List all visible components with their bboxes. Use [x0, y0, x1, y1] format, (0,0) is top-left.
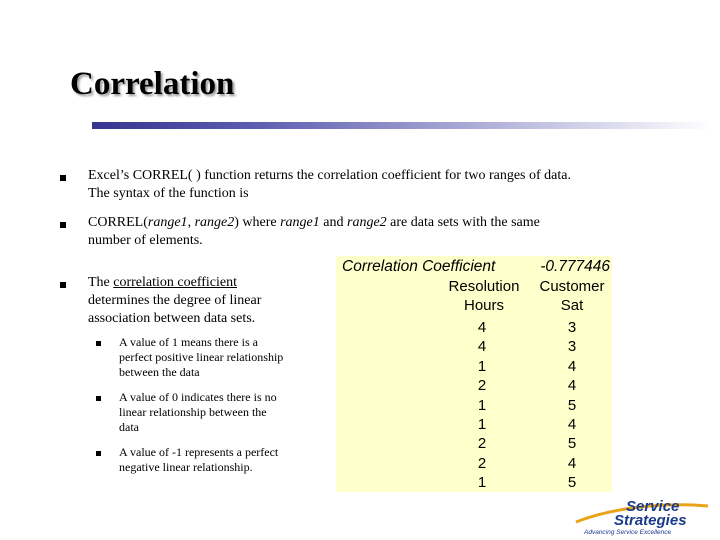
col2-header-line1: Customer — [539, 278, 605, 295]
sub-bullet-2-line-2: linear relationship between the — [119, 405, 267, 419]
resolution-hours-cell: 2 — [477, 435, 487, 452]
same-sets-text: are data sets with the same — [386, 215, 540, 230]
sub-bullet-2-line-3: data — [119, 420, 139, 434]
range1-arg: range1 — [147, 215, 188, 230]
customer-sat-cell: 5 — [567, 435, 577, 452]
and-text: and — [319, 215, 347, 230]
sub-bullet-2-line-1: A value of 0 indicates there is no — [119, 390, 277, 404]
sub-bullet-3-line-2: negative linear relationship. — [119, 460, 253, 474]
sub-bullet-1-line-3: between the data — [119, 365, 200, 379]
bullet-3-line-2: determines the degree of linear — [88, 293, 262, 308]
logo-line-1: Service — [626, 498, 680, 515]
customer-sat-cell: 4 — [567, 358, 577, 375]
correl-func-text: CORREL( — [88, 215, 148, 230]
resolution-hours-cell: 2 — [477, 455, 487, 472]
resolution-hours-cell: 2 — [477, 377, 487, 394]
sub-bullet-marker-1 — [96, 341, 101, 346]
bullet-1-line-1: Excel’s CORREL( ) function returns the correlation coefficient for two ranges of data. — [88, 168, 571, 183]
customer-sat-cell: 5 — [567, 474, 577, 491]
bullet-marker-1 — [60, 175, 66, 181]
customer-sat-cell: 3 — [567, 319, 577, 336]
resolution-hours-cell: 4 — [477, 338, 487, 355]
correlation-data-table — [336, 256, 612, 492]
range2-ref: range2 — [347, 215, 387, 230]
sub-bullet-marker-2 — [96, 396, 101, 401]
logo-tagline: Advancing Service Excellence — [584, 529, 672, 536]
sub-bullet-3-line-1: A value of -1 represents a perfect — [119, 445, 279, 459]
correlation-value: -0.777446 — [540, 258, 610, 275]
bullet-2-line-2: number of elements. — [88, 233, 203, 248]
where-text: ) where — [234, 215, 281, 230]
correlation-coefficient-link[interactable]: correlation coefficient — [113, 275, 237, 290]
bullet-3-line-1 — [88, 274, 237, 292]
col2-header-line2: Sat — [560, 297, 584, 314]
bullet-2-line-1 — [88, 214, 540, 232]
col1-header-line2: Hours — [463, 297, 504, 314]
customer-sat-cell: 4 — [567, 377, 577, 394]
the-text: The — [88, 275, 114, 290]
resolution-hours-cell: 1 — [477, 416, 487, 433]
bullet-marker-3 — [60, 282, 66, 288]
col1-header-line1: Resolution — [448, 278, 520, 295]
bullet-3-line-3: association between data sets. — [88, 311, 256, 326]
arg-separator: , — [187, 215, 195, 230]
title-underline-bar — [92, 122, 712, 129]
customer-sat-cell: 3 — [567, 338, 577, 355]
resolution-hours-cell: 4 — [477, 319, 487, 336]
resolution-hours-cell: 1 — [477, 474, 487, 491]
range1-ref: range1 — [280, 215, 320, 230]
sub-bullet-1-line-1: A value of 1 means there is a — [119, 335, 258, 349]
bullet-1-line-2: The syntax of the function is — [88, 186, 249, 201]
resolution-hours-cell: 1 — [477, 358, 487, 375]
slide-title: Correlation — [70, 66, 235, 102]
customer-sat-cell: 5 — [567, 397, 577, 414]
logo-line-2: Strategies — [614, 512, 687, 529]
range2-arg: range2 — [194, 215, 235, 230]
sub-bullet-1-line-2: perfect positive linear relationship — [119, 350, 284, 364]
sub-bullet-marker-3 — [96, 451, 101, 456]
service-strategies-logo — [572, 496, 712, 536]
customer-sat-cell: 4 — [567, 416, 577, 433]
resolution-hours-cell: 1 — [477, 397, 487, 414]
customer-sat-cell: 4 — [567, 455, 577, 472]
correlation-heading: Correlation Coefficient — [342, 258, 496, 275]
bullet-marker-2 — [60, 222, 66, 228]
